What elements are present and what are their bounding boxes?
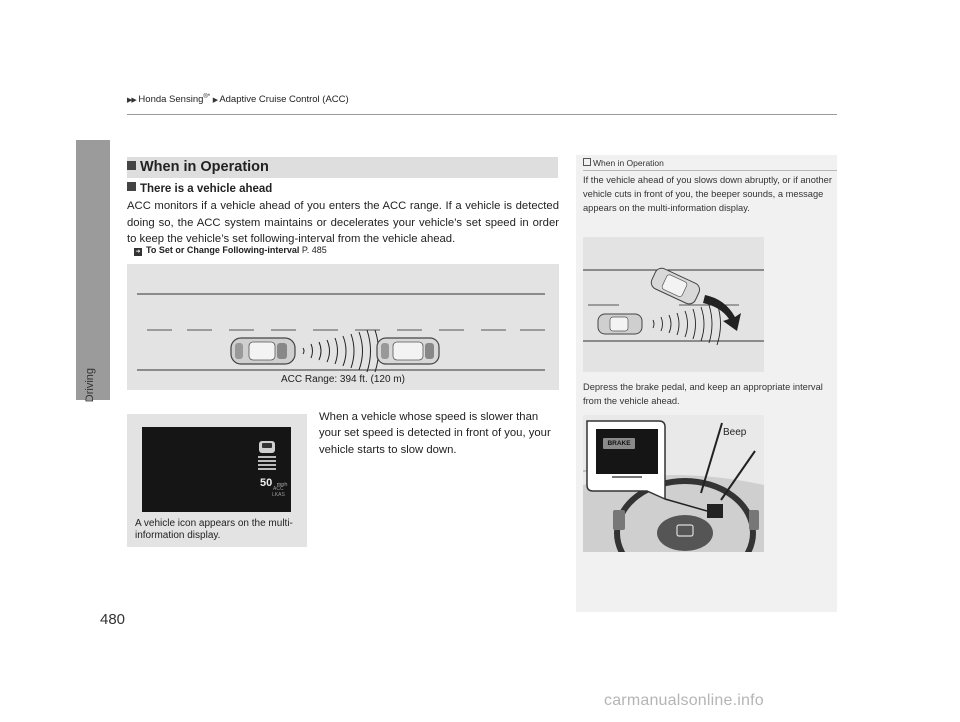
note-heading-text: When in Operation	[593, 158, 664, 168]
note-paragraph-1: If the vehicle ahead of you slows down abruptly, or if another vehicle cuts in front of you, the beeper sounds, a message appears on the multi-information display.	[583, 175, 832, 213]
note-paragraph-2: Depress the brake pedal, and keep an appropriate interval from the vehicle ahead.	[583, 382, 823, 406]
note-rule	[583, 170, 837, 171]
note-box-icon	[583, 158, 591, 166]
acc-range-label: ACC Range: 394 ft. (120 m)	[281, 374, 405, 385]
chapter-tab-label: Driving	[84, 368, 96, 403]
body-paragraph: ACC monitors if a vehicle ahead of you enters the ACC range. If a vehicle is detected doing so, the ACC system maintains or decelerates your vehicle’s set speed in order to keep the vehicle’s set following-interval from the vehicle ahead.	[127, 200, 559, 245]
operation-paragraph: When a vehicle whose speed is slower than your set speed is detected in front of you, your vehicle starts to slow down.	[319, 411, 551, 456]
subheading-text: There is a vehicle ahead	[140, 183, 273, 195]
watermark: carmanualsonline.info	[604, 692, 764, 709]
xref-title[interactable]: To Set or Change Following-interval	[146, 245, 300, 255]
mid-screen-graphic	[142, 427, 291, 512]
breadcrumb-mark: ®*	[203, 94, 211, 100]
square-bullet-icon	[127, 182, 136, 191]
mid-speed-unit: mph	[276, 482, 288, 488]
mid-lkas-label: LKAS	[272, 492, 285, 498]
mid-speed-value: 50	[260, 477, 273, 489]
road-diagram	[127, 264, 559, 390]
cut-in-arrow-icon	[703, 295, 741, 331]
square-bullet-icon	[127, 161, 136, 170]
page-number: 480	[100, 611, 126, 628]
own-car-icon	[598, 314, 642, 334]
own-car-icon	[231, 338, 295, 364]
acc-range-illustration	[127, 264, 559, 390]
chapter-tab	[76, 140, 110, 403]
note-heading	[583, 158, 664, 168]
cut-in-illustration	[583, 237, 764, 372]
cut-in-diagram	[583, 237, 764, 372]
beep-label: Beep	[723, 427, 747, 438]
mid-caption: A vehicle icon appears on the multi-information display.	[135, 518, 293, 541]
xref-arrow-icon: ➜	[135, 249, 141, 255]
mid-acc-label: ACC	[273, 486, 284, 492]
brake-message-text: BRAKE	[607, 440, 631, 447]
vehicle-ahead-icon	[377, 338, 439, 364]
vehicle-ahead-indicator-icon	[258, 441, 276, 470]
breadcrumb-item-acc[interactable]: Adaptive Cruise Control (ACC)	[219, 94, 349, 106]
cross-reference-link[interactable]	[134, 245, 327, 256]
breadcrumb-item-honda-sensing[interactable]: Honda Sensing	[138, 94, 204, 106]
subheading	[127, 182, 272, 195]
breadcrumb-arrow-icon: ▶	[212, 97, 218, 105]
multi-information-display	[142, 427, 291, 512]
cutting-in-vehicle-icon	[649, 266, 702, 306]
section-title	[127, 157, 269, 178]
breadcrumb	[127, 94, 349, 105]
xref-page[interactable]: P. 485	[301, 245, 327, 255]
header-rule	[127, 114, 837, 115]
breadcrumb-arrow-icon: ▶▶	[127, 97, 136, 105]
section-title-text: When in Operation	[140, 159, 269, 175]
